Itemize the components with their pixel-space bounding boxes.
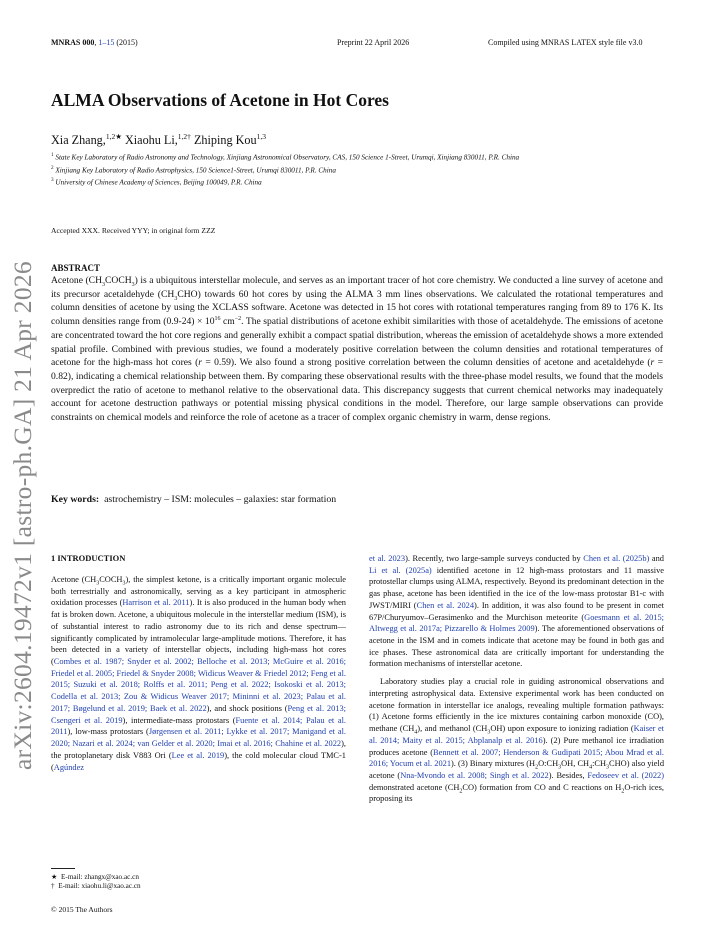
running-header-left: MNRAS 000, 1–15 (2015) — [51, 38, 138, 47]
affiliation-number: 1 — [51, 152, 54, 158]
citation-link[interactable]: Chen et al. 2024 — [416, 600, 475, 610]
author-name: Zhiping Kou — [193, 133, 257, 148]
running-header-right: Compiled using MNRAS LATEX style file v3.0 — [488, 38, 643, 47]
affiliation-number: 3 — [51, 177, 54, 184]
footnote-email-2 — [51, 882, 141, 890]
citation-link[interactable]: Goesmann et al. 2015; Altwegg et al. 2017a; Pizzarello & Holmes 2009 — [369, 612, 665, 634]
copyright-line: © 2015 The Authors — [51, 905, 113, 914]
right-column-text — [369, 553, 664, 805]
keywords-line — [51, 494, 336, 505]
footnote-mark: ★ — [51, 873, 58, 881]
intro-paragraph-2: et al. 2023). Recently, two large-sample surveys conducted by Chen et al. (2025b) and Li et al. (2025a) identified acetone in 12 high-mass protostars and 11 massive protostellar clumps using ALMA, respectively. Beyond its predominant detection in the gas phase, acetone has been identified in the ice of the low-mass protostar B1-c with JWST/MIRI (Chen et al. 2024). In addition, it was also found to be present in comet 67P/Churyumov–Gerasimenko and the Murchison meteorite (Goesmann et al. 2015; Altwegg et al. 2017a; Pizzarello & Holmes 2009). The aforementioned observations of acetone in the ISM and in comets indicate that acetone may be found in both gas and ice phases. These astronomical data are critically important for understanding the formation mechanisms of interstellar acetone. — [369, 554, 665, 669]
journal-year: (2015) — [116, 38, 138, 47]
citation-link[interactable]: Agúndez — [53, 762, 85, 772]
keywords-text: astrochemistry – ISM: molecules – galaxies: star formation — [104, 494, 337, 505]
affiliation-item — [51, 175, 519, 188]
author-affil-mark: 1,3 — [256, 132, 266, 141]
citation-link[interactable]: Li et al. (2025a) — [369, 565, 432, 575]
running-header-center: Preprint 22 April 2026 — [337, 38, 410, 47]
affiliation-item — [51, 163, 519, 176]
author-affil-mark: 1,2★ — [105, 132, 122, 141]
intro-paragraph-1: Acetone $(CH_3COCH_3)$, the simplest ketone, is a critically important organic molecule both terrestrially and astronomically, serving as a key participant in atmospheric oxidation processes (Harrison et al. 2011). It is also produced in the human body when fat is broken down. Acetone, a ubiquitous molecule in the interstellar medium (ISM), is of substantial interest to radio astronomy due to its rich and dense spectrum—significantly complicated by intramolecular large-amplitude motions. Therefore, it has been detected in a variety of interstellar objects, including high-mass hot cores (Combes et al. 1987; Snyder et al. 2002; Belloche et al. 2013; McGuire et al. 2016; Friedel et al. 2005; Friedel & Snyder 2008; Widicus Weaver & Friedel 2012; Feng et al. 2015; Suzuki et al. 2018; Rolffs et al. 2011; Peng et al. 2022; Isokoski et al. 2013; Codella et al. 2013; Zou & Widicus Weaver 2017; Mininni et al. 2023; Palau et al. 2017; Bøgelund et al. 2019; Baek et al. 2022), and shock positions (Peng et al. 2013; Csengeri et al. 2019), intermediate-mass protostars (Fuente et al. 2014; Palau et al. 2011), low-mass protostars (Jørgensen et al. 2011; Lykke et al. 2017; Manigand et al. 2020; Nazari et al. 2024; van Gelder et al. 2020; Imai et al. 2016; Chahine et al. 2022), the protoplanetary disk V883 Ori (Lee et al. 2019), the cold molecular cloud TMC-1 (Agúndez — [51, 575, 346, 772]
citation-link[interactable]: Peng et al. 2013; Csengeri et al. 2019 — [51, 703, 346, 725]
arxiv-stamp: arXiv:2604.19472v1 [astro-ph.GA] 21 Apr 2026 — [8, 261, 37, 770]
abstract-heading: ABSTRACT — [51, 263, 101, 273]
page-range-link[interactable]: 1–15 — [98, 38, 115, 47]
affiliation-text: Xinjiang Key Laboratory of Radio Astrophysics, 150 Science1-Street, Urumqi 830011, P.R. China — [55, 165, 336, 174]
paper-title: ALMA Observations of Acetone in Hot Cores — [51, 90, 389, 110]
citation-link[interactable]: Combes et al. 1987; Snyder et al. 2002; Belloche et al. 2013; McGuire et al. 2016; Friedel et al. 2005; Friedel & Snyder 2008; Widicus Weaver & Friedel 2012; Feng et al. 2015; Suzuki et al. 2018; Rolffs et al. 2011; Peng et al. 2022; Isokoski et al. 2013; Codella et al. 2013; Zou & Widicus Weaver 2017; Mininni et al. 2023; Palau et al. 2017; Bøgelund et al. 2019; Baek et al. 2022 — [51, 657, 346, 713]
author-name: Xia Zhang, — [51, 133, 106, 148]
keywords-label: Key words: — [51, 494, 100, 505]
citation-link[interactable]: Bennett et al. 2007; Henderson & Gudipati 2015; Abou Mrad et al. 2016; Yocum et al. 2021 — [369, 747, 664, 769]
author-list — [51, 132, 266, 148]
citation-link[interactable]: Chen et al. (2025b) — [583, 554, 650, 563]
abstract-body: Acetone $(CH_3COCH_3)$ is a ubiquitous interstellar molecule, and serves as an important tracer of hot core chemistry. We conducted a line survey of acetone and its precursor acetaldehyde $(CH_3CHO)$ towards 60 hot cores by using the ALMA 3 mm lines observations. We calculated the rotational temperatures and column densities of acetone by using the XCLASS software. Acetone was detected in 15 hot cores with rotational temperatures ranging from 89 to 176 K. Its column densities range from $(0.9-24) \times 10^{16}$ $cm^{-2}$. The spatial distributions of acetone exhibit similarities with those of acetaldehyde. The emissions of acetone are concentrated toward the hot core regions and generally exhibit a compact spatial distribution, whereas the emission of acetaldehyde shows a more extended spatial profile. Combined with previous studies, we found a moderately positive correlation between the column densities and rotational temperatures of acetone for the high-mass hot cores (r = 0.59). We also found a strong positive correlation between the column densities of acetone and acetaldehyde (r = 0.82), indicating a chemical relationship between them. By comparing these observational results with the three-phase model results, we found that the models overpredict the ratio of acetone to methanol relative to the observational data. This discrepancy suggests that current chemical networks may inadequately account for acetone destruction pathways or potential missing physical conditions in the model. Therefore, our large sample observations can provide constraints on chemical models and reinforce the role of acetone as a tracer of complex organic chemistry in warm, dense regions. — [51, 275, 664, 424]
citation-link[interactable]: et al. 2023 — [369, 554, 406, 563]
citation-link[interactable]: Harrison et al. 2011 — [122, 598, 190, 608]
citation-link[interactable]: Lee et al. 2019 — [171, 750, 225, 760]
citation-link[interactable]: Fuente et al. 2014; Palau et al. 2011 — [51, 715, 346, 737]
citation-link[interactable]: Fedoseev et al. (2022) — [587, 770, 664, 780]
section-heading-introduction: 1 INTRODUCTION — [51, 553, 126, 563]
affiliation-number: 2 — [51, 164, 54, 171]
citation-link[interactable]: Nna-Mvondo et al. 2008; Singh et al. 2022 — [400, 770, 549, 780]
citation-link[interactable]: Jørgensen et al. 2011; Lykke et al. 2017; Manigand et al. 2020; Nazari et al. 2024; van Gelder et al. 2020; Imai et al. 2016; Chahine et al. 2022 — [51, 727, 346, 749]
footnote-text: E-mail: zhangx@xao.ac.cn — [61, 873, 139, 881]
citation-link[interactable]: Kaiser et al. 2014; Maity et al. 2015; Abplanalp et al. 2016 — [369, 724, 664, 745]
intro-paragraph-3: Laboratory studies play a crucial role in guiding astronomical observations and interpreting astrophysical data. Extensive experimental work has been conducted on acetone formation in interstellar ice analogs, revealing multiple formation pathways: (1) Acetone forms efficiently in the ice mixtures containing carbon monoxide (CO), methane $(CH_4)$, and methanol $(CH_3OH)$ upon exposure to ionizing radiation (Kaiser et al. 2014; Maity et al. 2015; Abplanalp et al. 2016). (2) Pure methanol ice irradiation produces acetone (Bennett et al. 2007; Henderson & Gudipati 2015; Abou Mrad et al. 2016; Yocum et al. 2021). (3) Binary mixtures ($H_2O:CH_3OH$, $CH_4:CH_3CHO$) also yield acetone (Nna-Mvondo et al. 2008; Singh et al. 2022). Besides, Fedoseev et al. (2022) demonstrated acetone $(CH_2CO)$ formation from CO and C reactions on $H_2O$-rich ices, proposing its — [369, 677, 665, 804]
affiliation-text: University of Chinese Academy of Sciences, Beijing 100049, P.R. China — [55, 178, 262, 187]
affiliation-text: State Key Laboratory of Radio Astronomy and Technology, Xinjiang Astronomical Observatory, CAS, 150 Science 1-Street, Urumqi, Xinjiang 830011, P.R. China — [55, 153, 520, 162]
affiliation-item — [51, 150, 519, 163]
affiliation-list — [51, 150, 519, 188]
footnote-text: E-mail: xiaohu.li@xao.ac.cn — [58, 882, 141, 890]
left-column-text — [51, 574, 346, 773]
footnote-rule — [51, 868, 75, 869]
footnote-mark: † — [51, 882, 55, 890]
footnote-email-1 — [51, 872, 139, 881]
author-affil-mark: 1,2† — [177, 132, 191, 141]
author-name: Xiaohu Li, — [124, 133, 178, 148]
received-accepted-line: Accepted XXX. Received YYY; in original form ZZZ — [51, 226, 216, 235]
journal-name: MNRAS 000 — [51, 38, 95, 47]
